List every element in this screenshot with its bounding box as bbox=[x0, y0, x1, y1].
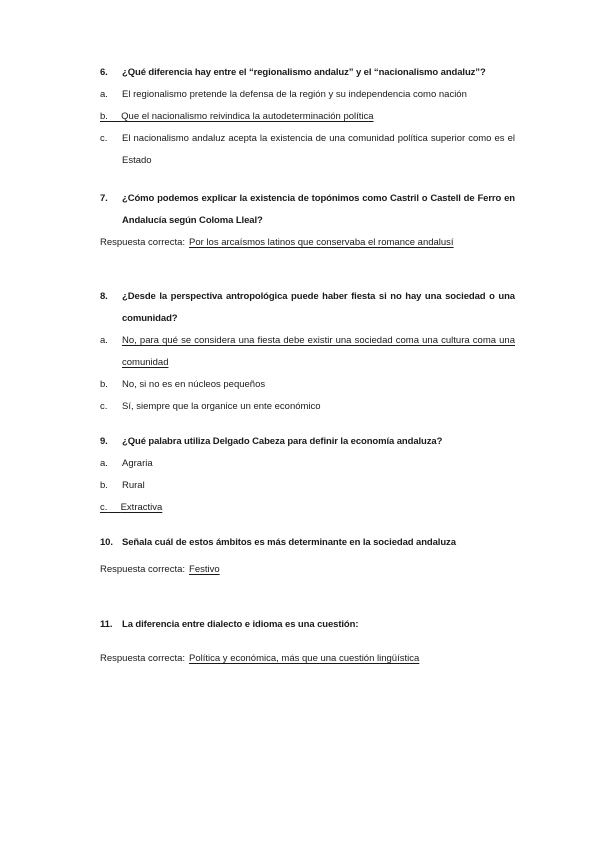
question-10-answer-line bbox=[100, 559, 515, 581]
question-block-11 bbox=[100, 614, 515, 670]
correct-answer-underline bbox=[100, 502, 162, 513]
question-8-option-c bbox=[100, 396, 515, 418]
option-marker: c. bbox=[100, 502, 108, 513]
question-7-text: ¿Cómo podemos explicar la existencia de topónimos como Castril o Castell de Ferro en Andalucía según Coloma Lleal? bbox=[122, 193, 515, 226]
option-text: El regionalismo pretende la defensa de la región y su independencia como nación bbox=[122, 89, 467, 100]
question-9-text: ¿Qué palabra utiliza Delgado Cabeza para definir la economía andaluza? bbox=[122, 436, 443, 447]
option-text: Sí, siempre que la organice un ente económico bbox=[122, 401, 321, 412]
option-text: No, para qué se considera una fiesta debe existir una sociedad coma una cultura coma una comunidad bbox=[122, 335, 515, 368]
answer-label: Respuesta correcta: bbox=[100, 653, 186, 664]
correct-answer-underline bbox=[100, 111, 374, 122]
marker-gap bbox=[108, 111, 121, 122]
question-6-option-b-correct bbox=[100, 106, 515, 128]
question-11-answer-line bbox=[100, 648, 515, 670]
question-9-option-c-correct bbox=[100, 497, 515, 519]
option-marker: a. bbox=[100, 89, 108, 100]
option-text: Agraria bbox=[122, 458, 153, 469]
question-block-7 bbox=[100, 188, 515, 254]
correct-answer-text: Festivo bbox=[189, 564, 220, 575]
question-8-option-a-correct bbox=[100, 330, 515, 374]
option-text: El nacionalismo andaluz acepta la existencia de una comunidad política superior como es el Estado bbox=[122, 133, 515, 166]
question-8-line bbox=[100, 286, 515, 330]
question-8-option-b bbox=[100, 374, 515, 396]
option-text: No, si no es en núcleos pequeños bbox=[122, 379, 266, 390]
marker-gap bbox=[107, 502, 120, 513]
question-6-number: 6. bbox=[100, 67, 108, 78]
option-text: Rural bbox=[122, 480, 145, 491]
question-9-number: 9. bbox=[100, 436, 108, 447]
question-block-8 bbox=[100, 286, 515, 418]
question-block-10 bbox=[100, 532, 515, 581]
option-text: Que el nacionalismo reivindica la autodeterminación política bbox=[121, 111, 374, 122]
answer-label: Respuesta correcta: bbox=[100, 237, 186, 248]
answer-label: Respuesta correcta: bbox=[100, 564, 186, 575]
question-block-9 bbox=[100, 431, 515, 519]
question-9-line bbox=[100, 431, 515, 453]
question-7-line bbox=[100, 188, 515, 232]
option-marker: a. bbox=[100, 458, 108, 469]
question-10-number: 10. bbox=[100, 537, 113, 548]
option-marker: b. bbox=[100, 111, 108, 122]
question-block-6 bbox=[100, 62, 515, 172]
question-6-option-a bbox=[100, 84, 515, 106]
question-11-line bbox=[100, 614, 515, 636]
question-8-text: ¿Desde la perspectiva antropológica puede haber fiesta si no hay una sociedad o una comunidad? bbox=[122, 291, 515, 324]
correct-answer-text: Por los arcaísmos latinos que conservaba el romance andalusí bbox=[189, 237, 454, 248]
correct-answer-text: Política y económica, más que una cuestión lingüística bbox=[189, 653, 420, 664]
option-marker: c. bbox=[100, 401, 108, 412]
option-text: Extractiva bbox=[120, 502, 163, 513]
question-6-text: ¿Qué diferencia hay entre el “regionalismo andaluz” y el “nacionalismo andaluz”? bbox=[122, 67, 486, 78]
option-marker: c. bbox=[100, 133, 108, 144]
question-9-option-b bbox=[100, 475, 515, 497]
question-11-text: La diferencia entre dialecto e idioma es una cuestión: bbox=[122, 619, 359, 630]
question-8-number: 8. bbox=[100, 291, 108, 302]
question-6-line bbox=[100, 62, 515, 84]
question-7-answer-line bbox=[100, 232, 515, 254]
option-marker: b. bbox=[100, 379, 108, 390]
question-7-number: 7. bbox=[100, 193, 108, 204]
question-11-number: 11. bbox=[100, 619, 113, 630]
option-marker: a. bbox=[100, 335, 108, 346]
question-10-text: Señala cuál de estos ámbitos es más determinante en la sociedad andaluza bbox=[122, 537, 456, 548]
question-10-line bbox=[100, 532, 515, 554]
option-marker: b. bbox=[100, 480, 108, 491]
question-6-option-c bbox=[100, 128, 515, 172]
question-9-option-a bbox=[100, 453, 515, 475]
